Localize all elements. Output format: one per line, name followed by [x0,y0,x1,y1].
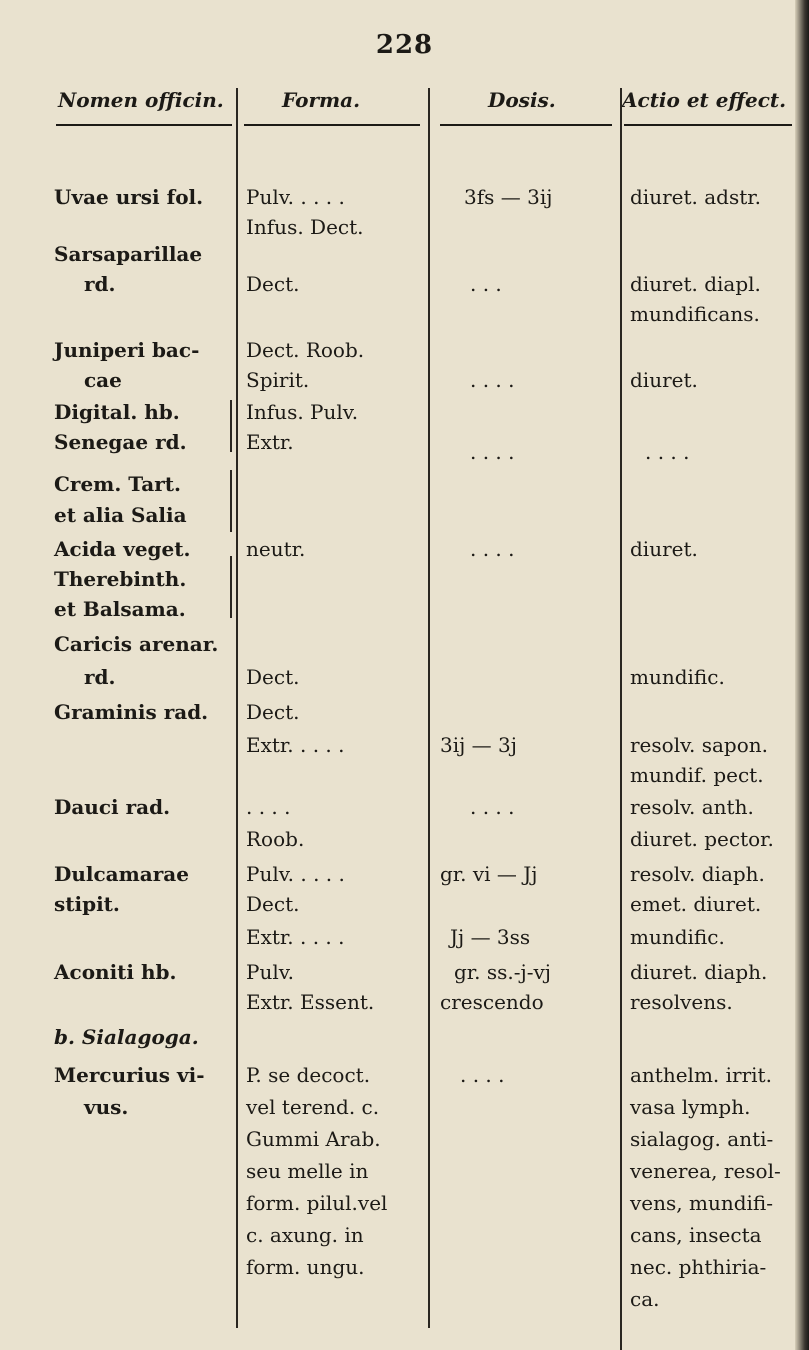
cell-caricis-col1-line1: rd. [84,665,116,689]
cell-uvae-col4-line0: diuret. adstr. [630,185,761,209]
cell-mercurius-col4-line5: cans, insecta [630,1223,762,1247]
cell-caricis-col1-line0: Caricis arenar. [54,632,219,656]
cell-therebinth-col1-line1: et Balsama. [54,597,186,621]
cell-sarsa-col4-line1: mundificans. [630,302,760,326]
cell-sarsa-col1-line0: Sarsaparillae [54,242,203,266]
cell-dulcamarae-col3-line0: gr. vi — Jj [440,862,538,886]
cell-dulcamarae-col1-line0: Dulcamarae [54,862,189,886]
cell-graminis-col1-line0: Graminis rad. [54,700,209,724]
column-divider-2 [428,88,430,1328]
cell-juniperi-col1-line1: cae [84,368,122,392]
cell-mercurius-col1-line1: vus. [84,1095,129,1119]
cell-crem-col1-line1: et alia Salia [54,503,187,527]
cell-dulcamarae-col3-line1: Jj — 3ss [450,925,531,949]
cell-dauci-col3-line0: . . . . [470,795,515,819]
cell-mercurius-col1-line0: Mercurius vi- [54,1063,205,1087]
cell-aconiti-col1-line0: Aconiti hb. [54,960,177,984]
cell-aconiti-col2-line0: Pulv. [246,960,295,984]
page-edge-shadow [795,0,809,1350]
cell-dauci-col2-line1: Roob. [246,827,305,851]
header-rule-2 [244,124,420,126]
cell-digital-col1-line0: Digital. hb. [54,400,180,424]
cell-senegae-col1-line0: Senegae rd. [54,430,187,454]
column-divider-1 [236,88,238,1328]
cell-sialagoga-col1-line0: b. Sialagoga. [54,1025,199,1049]
page-number: 228 [375,30,434,60]
cell-caricis-col2-line0: Dect. [246,665,300,689]
header-nomen: Nomen officin. [58,88,224,112]
cell-mercurius-col4-line6: nec. phthiria- [630,1255,767,1279]
cell-acida-col2-line0: neutr. [246,537,306,561]
cell-uvae-col2-line0: Pulv. . . . . [246,185,345,209]
brace-digital-senegae [226,400,232,452]
header-dosis: Dosis. [488,88,556,112]
header-actio: Actio et effect. [622,88,787,112]
cell-mercurius-col4-line3: venerea, resol- [630,1159,781,1183]
cell-uvae-col2-line1: Infus. Dect. [246,215,364,239]
header-rule-4 [624,124,792,126]
cell-graminis-col4-line0: resolv. sapon. [630,733,769,757]
cell-aconiti-col2-line1: Extr. Essent. [246,990,375,1014]
cell-dauci-col2-line0: . . . . [246,795,291,819]
cell-dulcamarae-col4-line0: resolv. diaph. [630,862,765,886]
brace-therebinth [226,556,232,618]
cell-mercurius-col2-line0: P. se decoct. [246,1063,371,1087]
cell-mercurius-col2-line3: seu melle in [246,1159,369,1183]
cell-juniperi-col2-line0: Dect. Roob. [246,338,365,362]
cell-acida-col4-line0: diuret. [630,537,698,561]
cell-dauci-col4-line0: resolv. anth. [630,795,754,819]
cell-dulcamarae-col2-line1: Dect. [246,892,300,916]
cell-dulcamarae-col4-line2: mundific. [630,925,725,949]
cell-crem-col1-line0: Crem. Tart. [54,472,181,496]
cell-mercurius-col2-line5: c. axung. in [246,1223,364,1247]
cell-mercurius-col4-line0: anthelm. irrit. [630,1063,772,1087]
cell-uvae-col1-line0: Uvae ursi fol. [54,185,204,209]
column-divider-3 [620,88,622,1350]
cell-sarsa-col1-line1: rd. [84,272,116,296]
cell-senegae-col2-line0: Extr. [246,430,294,454]
cell-mercurius-col2-line2: Gummi Arab. [246,1127,381,1151]
cell-sarsa-col4-line0: diuret. diapl. [630,272,761,296]
cell-mercurius-col4-line4: vens, mundifi- [630,1191,774,1215]
cell-dulcamarae-col2-line2: Extr. . . . . [246,925,345,949]
cell-dauci-col4-line1: diuret. pector. [630,827,774,851]
cell-therebinth-col1-line0: Therebinth. [54,567,187,591]
header-forma: Forma. [282,88,361,112]
cell-graminis-col4-line1: mundif. pect. [630,763,764,787]
cell-juniperi-col2-line1: Spirit. [246,368,310,392]
cell-dauci-col1-line0: Dauci rad. [54,795,171,819]
cell-sarsa-col2-line0: Dect. [246,272,300,296]
cell-dulcamarae-col1-line1: stipit. [54,892,120,916]
cell-uvae-col3-line0: 3fs — 3ij [464,185,553,209]
cell-dulcamarae-col2-line0: Pulv. . . . . [246,862,345,886]
cell-mercurius-col4-line2: sialagog. anti- [630,1127,774,1151]
cell-sarsa-col3-line0: . . . [470,272,502,296]
cell-aconiti-col3-line0: gr. ss.-j-vj [454,960,551,984]
cell-mercurius-col4-line7: ca. [630,1287,660,1311]
cell-aconiti-col3-line1: crescendo [440,990,544,1014]
cell-graminis-col2-line1: Extr. . . . . [246,733,345,757]
cell-senegae-col3-line0: . . . . [470,440,515,464]
cell-juniperi-col1-line0: Juniperi bac- [54,338,200,362]
cell-mercurius-col3-line0: . . . . [460,1063,505,1087]
cell-graminis-col2-line0: Dect. [246,700,300,724]
cell-mercurius-col2-line6: form. ungu. [246,1255,365,1279]
cell-caricis-col4-line0: mundific. [630,665,725,689]
brace-crem [226,470,232,532]
cell-digital-col2-line0: Infus. Pulv. [246,400,359,424]
cell-acida-col3-line0: . . . . [470,537,515,561]
cell-juniperi-col4-line0: diuret. [630,368,698,392]
cell-aconiti-col4-line0: diuret. diaph. [630,960,768,984]
header-rule-3 [440,124,612,126]
cell-aconiti-col4-line1: resolvens. [630,990,733,1014]
cell-senegae-col4-line0: . . . . [645,440,690,464]
cell-mercurius-col2-line1: vel terend. c. [246,1095,380,1119]
cell-mercurius-col2-line4: form. pilul.vel [246,1191,388,1215]
cell-graminis-col3-line0: 3ij — 3j [440,733,517,757]
header-rule-1 [56,124,232,126]
cell-juniperi-col3-line0: . . . . [470,368,515,392]
cell-acida-col1-line0: Acida veget. [54,537,191,561]
cell-dulcamarae-col4-line1: emet. diuret. [630,892,762,916]
cell-mercurius-col4-line1: vasa lymph. [630,1095,751,1119]
